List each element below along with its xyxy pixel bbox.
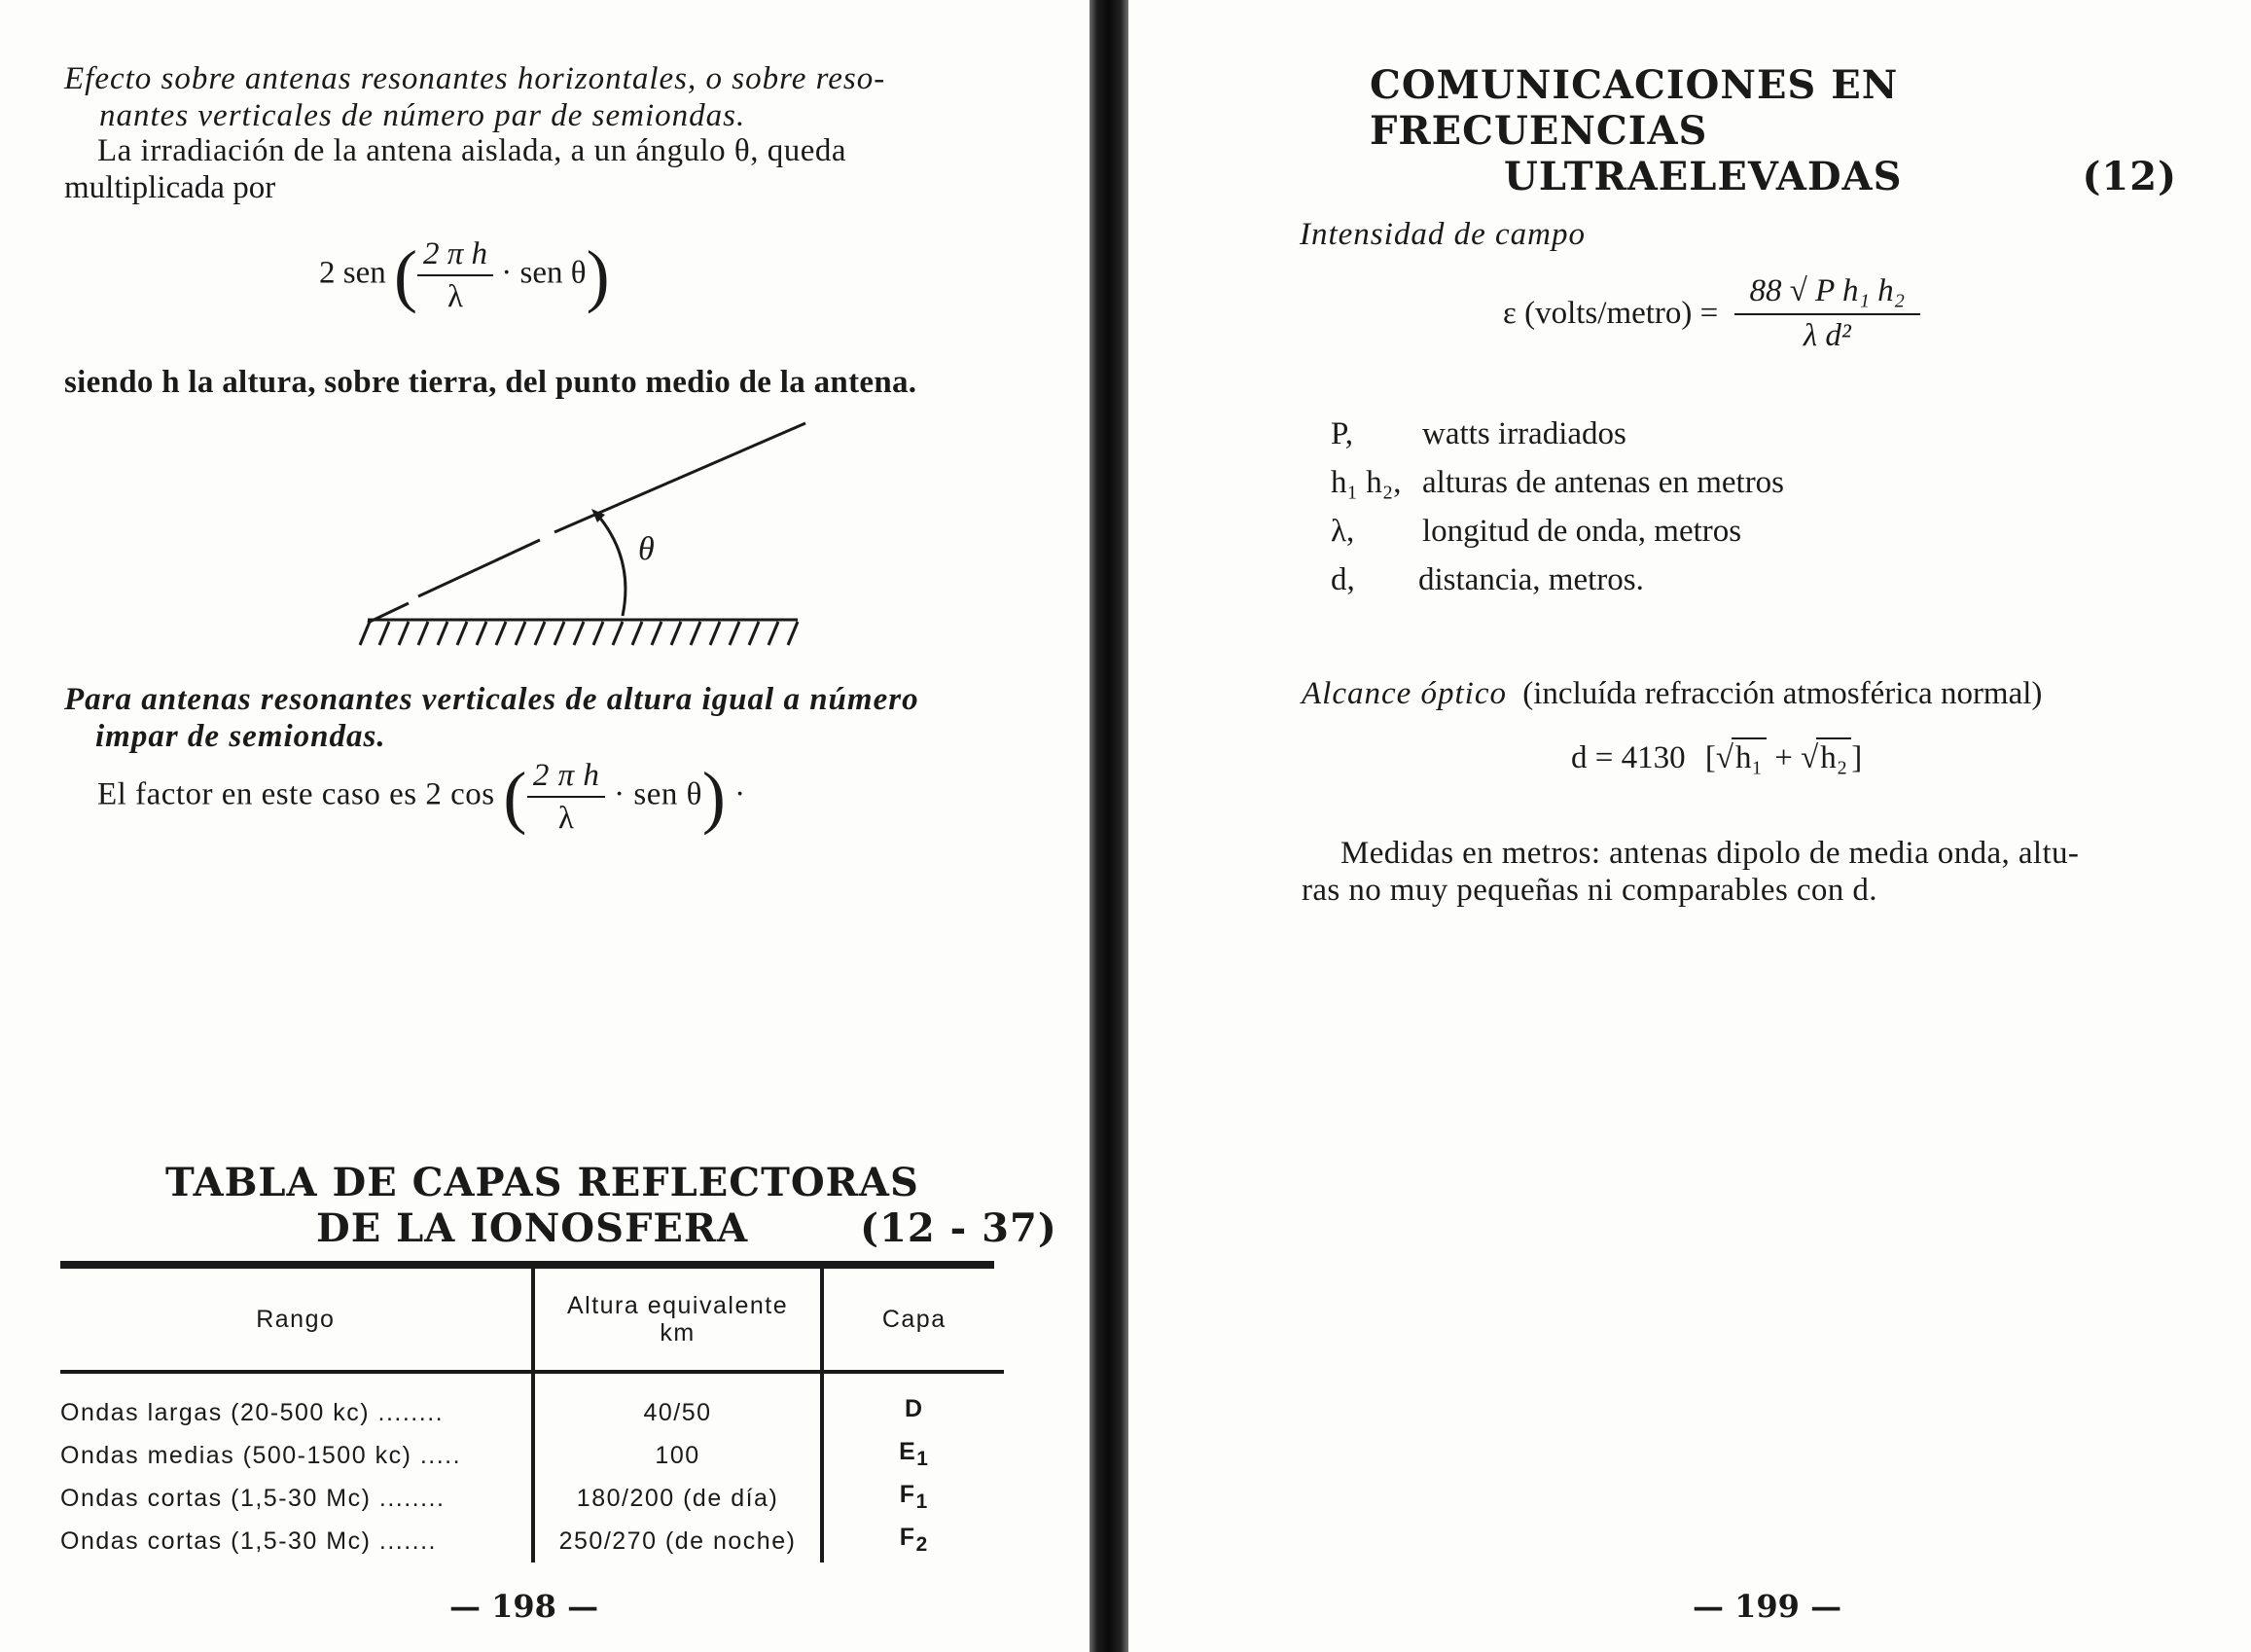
cell-rango: Ondas medias (500-1500 kc) ..... [60,1442,462,1469]
formula-sen-denominator: λ [447,279,464,314]
range-formula-open-bracket: [ [1704,740,1716,775]
cell-altura: 180/200 (de día) [533,1477,823,1520]
formula-sen-prefix: 2 sen [319,255,386,291]
header-altura-unit: km [660,1319,696,1347]
optical-range-note: (incluída refracción atmosférica normal) [1522,676,2043,711]
variable-row [1331,514,1914,553]
header-altura [533,1269,823,1372]
optical-range-formula [1571,737,1862,776]
cell-altura: 250/270 (de noche) [533,1520,823,1562]
capa-subscript: 1 [916,1448,930,1470]
variable-symbol: h₁ h₂, [1331,465,1402,500]
formula-sen [319,235,610,315]
heading-vertical-line-1: Para antenas resonantes verticales de altura igual a número [64,682,919,717]
variable-description: distancia, metros. [1418,562,1644,597]
field-formula-numerator: 88 √ P h₁ h₂ [1734,272,1921,315]
variable-symbol: λ, [1331,514,1355,549]
right-title-line-2: ULTRAELEVADAS [1504,154,1903,199]
capa-letter: E [899,1438,917,1465]
measurements-note [1302,835,2216,909]
cell-capa [822,1391,1004,1434]
formula-sen-numerator: 2 π h [417,235,493,276]
field-intensity-formula [1503,272,1920,354]
formula-sen-close-paren: ) [586,236,610,314]
variable-description: alturas de antenas en metros [1422,465,1785,500]
cell-capa [822,1520,1004,1562]
formula-sen-fraction [417,235,493,315]
formula-cos-close-paren: ) [701,758,727,836]
book-gutter [1090,0,1128,1652]
variable-description: longitud de onda, metros [1422,514,1742,549]
formula-cos-fraction [527,757,606,837]
variables-list [1331,416,1914,611]
sqrt-icon: √ [1801,740,1819,775]
table-row [60,1434,1004,1477]
table-top-rule [60,1261,994,1269]
variable-symbol: P, [1331,416,1353,451]
angle-label-theta: θ [638,531,655,567]
range-formula-root-1: h₁ [1732,737,1767,776]
formula-cos-numerator: 2 π h [527,757,606,798]
formula-cos-suffix: · sen θ [614,776,702,812]
paragraph-irradiation [64,132,998,206]
range-formula-close-bracket: ] [1851,740,1863,775]
variable-symbol: d, [1331,562,1355,597]
paragraph-irradiation-line-1: La irradiación de la antena aislada, a un ángulo θ, queda [97,133,846,168]
capa-letter: D [904,1395,924,1422]
capa-subscript: 1 [915,1490,929,1513]
variable-description: watts irradiados [1422,416,1626,451]
variable-row [1331,562,1914,601]
table-title [165,1160,1057,1251]
variable-row [1331,416,1914,455]
cell-rango: Ondas largas (20-500 kc) ........ [60,1399,445,1426]
formula-sen-open-paren: ( [394,236,417,314]
table-header-row [60,1269,1004,1372]
right-title-line-2-row [1370,154,2177,199]
table-row [60,1391,1004,1434]
field-formula-denominator: λ d² [1803,318,1851,353]
header-capa: Capa [822,1269,1004,1372]
range-formula-plus: + [1774,740,1793,775]
capa-letter: F [899,1524,916,1551]
page-number-left: — 198 — [449,1588,599,1625]
formula-cos-open-paren: ( [503,758,527,836]
capa-subscript: 2 [915,1533,929,1556]
heading-horizontal-line-2: nantes verticales de número par de semiondas. [99,98,746,133]
header-rango: Rango [256,1305,336,1333]
paragraph-irradiation-line-2: multiplicada por [64,170,276,205]
ground-hatching [360,622,798,645]
cell-rango: Ondas cortas (1,5-30 Mc) ........ [60,1485,446,1512]
cell-altura: 100 [533,1434,823,1477]
table-title-line-2 [165,1205,1057,1251]
header-altura-line-1: Altura equivalente [566,1292,789,1319]
measurements-note-line-1: Medidas en metros: antenas dipolo de media onda, altu- [1340,836,2080,871]
field-formula-lhs: ε (volts/metro) = [1503,296,1719,331]
field-formula-fraction [1734,272,1921,354]
range-formula-lhs: d = 4130 [1571,740,1686,775]
table-row [60,1477,1004,1520]
table-row [60,1520,1004,1562]
optical-range-heading [1302,675,2042,712]
cell-rango: Ondas cortas (1,5-30 Mc) ....... [60,1527,438,1555]
page-number-right: — 199 — [1693,1588,1842,1625]
formula-cos [97,757,746,837]
formula-sen-suffix: · sen θ [501,255,587,291]
field-intensity-heading: Intensidad de campo [1300,217,1586,252]
angle-arc [598,516,625,616]
right-title-ref: (12) [2082,154,2177,199]
table-ref: (12 - 37) [860,1205,1057,1251]
measurements-note-line-2: ras no muy pequeñas ni comparables con d. [1302,873,1877,908]
formula-cos-denominator: λ [557,801,575,836]
table-title-line-1: TABLA DE CAPAS REFLECTORAS [165,1160,919,1205]
cell-capa [822,1477,1004,1520]
sqrt-icon: √ [1715,740,1733,775]
formula-cos-trailing: · [734,776,746,812]
ray-segment-2 [418,540,540,596]
ionosphere-table [60,1269,1004,1562]
table-title-line-2-text: DE LA IONOSFERA [316,1205,749,1251]
capa-letter: F [899,1481,916,1508]
heading-horizontal-antennas [64,60,885,134]
heading-horizontal-line-1: Efecto sobre antenas resonantes horizontales, o sobre reso- [64,61,886,96]
paragraph-height-definition: siendo h la altura, sobre tierra, del punto medio de la antena. [64,365,917,400]
right-title-line-1: COMUNICACIONES EN FRECUENCIAS [1370,62,1899,154]
cell-altura: 40/50 [533,1391,823,1434]
left-page [0,0,1090,1652]
heading-vertical-line-2: impar de semiondas. [95,719,386,754]
formula-cos-prefix: El factor en este caso es 2 cos [97,776,495,812]
antenna-angle-diagram [350,413,817,647]
cell-capa [822,1434,1004,1477]
ray-segment-3 [554,423,805,532]
range-formula-root-2: h₂ [1816,737,1851,776]
heading-vertical-antennas [64,681,919,755]
variable-row [1331,465,1914,504]
optical-range-title: Alcance óptico [1302,676,1508,711]
right-title [1370,62,2177,199]
right-page [1128,0,2251,1652]
